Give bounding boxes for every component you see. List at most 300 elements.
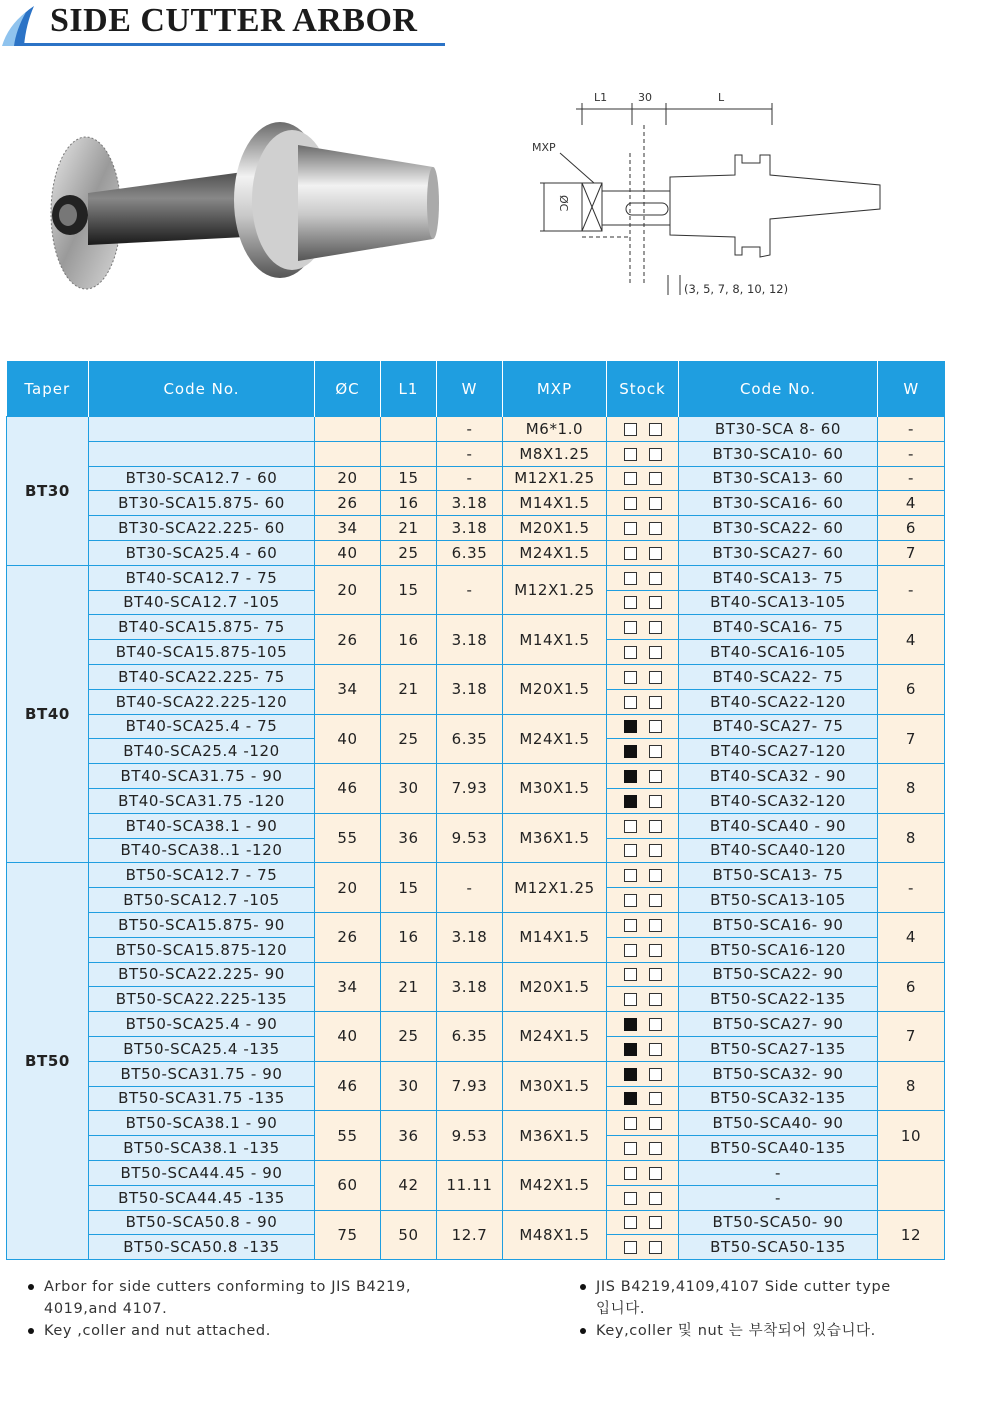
l1-cell: 36 bbox=[381, 813, 437, 863]
code2-cell: BT30-SCA10- 60 bbox=[679, 441, 878, 466]
mxp-cell: M24X1.5 bbox=[503, 714, 607, 764]
stock-checkbox[interactable] bbox=[649, 1092, 662, 1105]
w-cell: - bbox=[437, 863, 503, 913]
w-cell: 9.53 bbox=[437, 1111, 503, 1161]
l1-cell: 16 bbox=[381, 491, 437, 516]
stock-cell bbox=[607, 1036, 679, 1061]
w-cell: 3.18 bbox=[437, 615, 503, 665]
w-cell: 9.53 bbox=[437, 813, 503, 863]
w-cell: 3.18 bbox=[437, 962, 503, 1012]
w-cell: 7.93 bbox=[437, 764, 503, 814]
stock-checkbox[interactable] bbox=[649, 968, 662, 981]
stock-checkbox[interactable] bbox=[649, 596, 662, 609]
code-cell: BT50-SCA38.1 - 90 bbox=[89, 1111, 315, 1136]
stock-cell bbox=[607, 1185, 679, 1210]
stock-checkbox[interactable] bbox=[624, 423, 637, 436]
w2-cell: - bbox=[878, 441, 945, 466]
stock-cell bbox=[607, 516, 679, 541]
stock-checkbox[interactable] bbox=[649, 621, 662, 634]
stock-checkbox[interactable] bbox=[649, 993, 662, 1006]
code-cell: BT50-SCA50.8 - 90 bbox=[89, 1210, 315, 1235]
l1-cell: 25 bbox=[381, 714, 437, 764]
header-w: W bbox=[437, 361, 503, 417]
stock-checkbox[interactable] bbox=[624, 522, 637, 535]
l1-cell bbox=[381, 441, 437, 466]
stock-checkbox[interactable] bbox=[624, 919, 637, 932]
header-taper: Taper bbox=[7, 361, 89, 417]
w-cell: - bbox=[437, 417, 503, 442]
stock-cell bbox=[607, 838, 679, 863]
table-row bbox=[7, 540, 945, 565]
l1-cell: 21 bbox=[381, 664, 437, 714]
stock-checkbox[interactable] bbox=[624, 472, 637, 485]
stock-checkbox[interactable] bbox=[649, 423, 662, 436]
table-row bbox=[7, 664, 945, 689]
stock-checkbox[interactable] bbox=[649, 1018, 662, 1031]
code-cell: BT40-SCA25.4 -120 bbox=[89, 739, 315, 764]
diameter-cell: 26 bbox=[315, 912, 381, 962]
code-cell: BT40-SCA25.4 - 75 bbox=[89, 714, 315, 739]
mxp-cell: M48X1.5 bbox=[503, 1210, 607, 1260]
diameter-cell: 20 bbox=[315, 565, 381, 615]
w-cell: 6.35 bbox=[437, 714, 503, 764]
code-cell: BT40-SCA22.225- 75 bbox=[89, 664, 315, 689]
mxp-cell: M12X1.25 bbox=[503, 466, 607, 491]
l1-cell: 25 bbox=[381, 1012, 437, 1062]
stock-cell bbox=[607, 640, 679, 665]
l1-cell: 21 bbox=[381, 962, 437, 1012]
mxp-cell: M24X1.5 bbox=[503, 1012, 607, 1062]
diameter-cell: 55 bbox=[315, 813, 381, 863]
stock-checkbox[interactable] bbox=[624, 1117, 637, 1130]
code2-cell: BT50-SCA50- 90 bbox=[679, 1210, 878, 1235]
l1-cell: 16 bbox=[381, 912, 437, 962]
stock-checkbox[interactable] bbox=[624, 894, 637, 907]
stock-cell bbox=[607, 615, 679, 640]
stock-checkbox[interactable] bbox=[624, 1167, 637, 1180]
w2-cell: 10 bbox=[878, 1111, 945, 1161]
code2-cell: BT40-SCA22- 75 bbox=[679, 664, 878, 689]
code2-cell: BT30-SCA13- 60 bbox=[679, 466, 878, 491]
code2-cell: BT40-SCA16-105 bbox=[679, 640, 878, 665]
header-code-no: Code No. bbox=[89, 361, 315, 417]
table-row bbox=[7, 491, 945, 516]
stock-checkbox[interactable] bbox=[649, 1167, 662, 1180]
code-cell: BT50-SCA12.7 - 75 bbox=[89, 863, 315, 888]
code-cell: BT30-SCA12.7 - 60 bbox=[89, 466, 315, 491]
code-cell: BT40-SCA31.75 - 90 bbox=[89, 764, 315, 789]
w2-cell: 6 bbox=[878, 516, 945, 541]
w2-cell: - bbox=[878, 466, 945, 491]
stock-checkbox[interactable] bbox=[624, 1068, 637, 1081]
diameter-cell: 40 bbox=[315, 1012, 381, 1062]
stock-cell bbox=[607, 863, 679, 888]
code-cell: BT30-SCA25.4 - 60 bbox=[89, 540, 315, 565]
code2-cell: BT50-SCA40-135 bbox=[679, 1136, 878, 1161]
stock-cell bbox=[607, 764, 679, 789]
diameter-cell: 26 bbox=[315, 615, 381, 665]
stock-cell bbox=[607, 689, 679, 714]
w2-cell: - bbox=[878, 863, 945, 913]
stock-checkbox[interactable] bbox=[624, 448, 637, 461]
diameter-cell: 20 bbox=[315, 863, 381, 913]
code-cell: BT40-SCA38.1 - 90 bbox=[89, 813, 315, 838]
stock-cell bbox=[607, 1086, 679, 1111]
w2-cell: - bbox=[878, 417, 945, 442]
l1-cell: 25 bbox=[381, 540, 437, 565]
stock-checkbox[interactable] bbox=[649, 1192, 662, 1205]
stock-checkbox[interactable] bbox=[624, 770, 637, 783]
code2-cell: - bbox=[679, 1185, 878, 1210]
code-cell: BT40-SCA31.75 -120 bbox=[89, 788, 315, 813]
code2-cell: BT30-SCA22- 60 bbox=[679, 516, 878, 541]
code-cell: BT50-SCA22.225-135 bbox=[89, 987, 315, 1012]
stock-cell bbox=[607, 714, 679, 739]
w-cell: - bbox=[437, 441, 503, 466]
stock-checkbox[interactable] bbox=[624, 596, 637, 609]
diameter-cell bbox=[315, 441, 381, 466]
code2-cell: BT40-SCA16- 75 bbox=[679, 615, 878, 640]
stock-cell bbox=[607, 788, 679, 813]
code-cell: BT50-SCA50.8 -135 bbox=[89, 1235, 315, 1260]
diameter-cell: 40 bbox=[315, 540, 381, 565]
notes-english bbox=[26, 1276, 446, 1342]
stock-checkbox[interactable] bbox=[649, 646, 662, 659]
code2-cell: BT40-SCA13-105 bbox=[679, 590, 878, 615]
stock-cell bbox=[607, 739, 679, 764]
stock-checkbox[interactable] bbox=[624, 621, 637, 634]
table-row bbox=[7, 1210, 945, 1235]
diameter-cell: 34 bbox=[315, 664, 381, 714]
stock-cell bbox=[607, 1160, 679, 1185]
stock-cell bbox=[607, 565, 679, 590]
w2-cell: 4 bbox=[878, 491, 945, 516]
stock-cell bbox=[607, 540, 679, 565]
stock-checkbox[interactable] bbox=[649, 1117, 662, 1130]
l1-cell: 21 bbox=[381, 516, 437, 541]
note-item: Key,coller 및 nut 는 부착되어 있습니다. bbox=[578, 1320, 908, 1342]
code2-cell: BT30-SCA 8- 60 bbox=[679, 417, 878, 442]
code2-cell: BT40-SCA32 - 90 bbox=[679, 764, 878, 789]
taper-cell: BT30 bbox=[7, 417, 89, 566]
table-row bbox=[7, 714, 945, 739]
mxp-cell: M12X1.25 bbox=[503, 863, 607, 913]
stock-cell bbox=[607, 1111, 679, 1136]
stock-checkbox[interactable] bbox=[649, 522, 662, 535]
w-cell: - bbox=[437, 466, 503, 491]
stock-checkbox[interactable] bbox=[649, 1068, 662, 1081]
stock-checkbox[interactable] bbox=[624, 696, 637, 709]
note-item: Key ,coller and nut attached. bbox=[26, 1320, 446, 1342]
table-header-row bbox=[7, 361, 945, 417]
stock-cell bbox=[607, 1061, 679, 1086]
code2-cell: BT50-SCA22- 90 bbox=[679, 962, 878, 987]
code2-cell: BT50-SCA40- 90 bbox=[679, 1111, 878, 1136]
code-cell: BT30-SCA22.225- 60 bbox=[89, 516, 315, 541]
diameter-cell: 75 bbox=[315, 1210, 381, 1260]
code2-cell: BT50-SCA16- 90 bbox=[679, 912, 878, 937]
table-row bbox=[7, 417, 945, 442]
mxp-cell: M30X1.5 bbox=[503, 1061, 607, 1111]
code2-cell: BT50-SCA32- 90 bbox=[679, 1061, 878, 1086]
code-cell: BT40-SCA12.7 -105 bbox=[89, 590, 315, 615]
stock-checkbox[interactable] bbox=[624, 497, 637, 510]
code2-cell: BT40-SCA32-120 bbox=[679, 788, 878, 813]
stock-checkbox[interactable] bbox=[624, 844, 637, 857]
l1-cell: 30 bbox=[381, 1061, 437, 1111]
code-cell: BT40-SCA12.7 - 75 bbox=[89, 565, 315, 590]
table-row bbox=[7, 466, 945, 491]
code2-cell: BT40-SCA22-120 bbox=[679, 689, 878, 714]
diameter-cell: 20 bbox=[315, 466, 381, 491]
stock-cell bbox=[607, 813, 679, 838]
stock-checkbox[interactable] bbox=[624, 572, 637, 585]
product-photo bbox=[48, 105, 443, 320]
code-cell: BT50-SCA44.45 -135 bbox=[89, 1185, 315, 1210]
table-row bbox=[7, 1111, 945, 1136]
w2-cell: 4 bbox=[878, 615, 945, 665]
table-row bbox=[7, 912, 945, 937]
w-cell: 3.18 bbox=[437, 516, 503, 541]
stock-checkbox[interactable] bbox=[624, 795, 637, 808]
code-cell: BT50-SCA22.225- 90 bbox=[89, 962, 315, 987]
table-row bbox=[7, 1160, 945, 1185]
stock-checkbox[interactable] bbox=[649, 497, 662, 510]
stock-cell bbox=[607, 1235, 679, 1260]
mxp-cell: M20X1.5 bbox=[503, 962, 607, 1012]
mxp-cell: M6*1.0 bbox=[503, 417, 607, 442]
code-cell: BT50-SCA31.75 -135 bbox=[89, 1086, 315, 1111]
w2-cell: 8 bbox=[878, 1061, 945, 1111]
taper-cell: BT40 bbox=[7, 565, 89, 863]
table-body bbox=[7, 417, 945, 1260]
l1-cell: 50 bbox=[381, 1210, 437, 1260]
code2-cell: BT40-SCA27-120 bbox=[679, 739, 878, 764]
stock-checkbox[interactable] bbox=[649, 671, 662, 684]
header-stock: Stock bbox=[607, 361, 679, 417]
mxp-cell: M30X1.5 bbox=[503, 764, 607, 814]
dimension-drawing bbox=[520, 85, 940, 310]
stock-checkbox[interactable] bbox=[649, 745, 662, 758]
code-cell: BT40-SCA38..1 -120 bbox=[89, 838, 315, 863]
stock-cell bbox=[607, 417, 679, 442]
stock-cell bbox=[607, 491, 679, 516]
stock-checkbox[interactable] bbox=[649, 1216, 662, 1229]
code-cell: BT50-SCA15.875-120 bbox=[89, 937, 315, 962]
stock-checkbox[interactable] bbox=[624, 1092, 637, 1105]
stock-checkbox[interactable] bbox=[649, 1043, 662, 1056]
mxp-cell: M14X1.5 bbox=[503, 491, 607, 516]
w2-cell: 8 bbox=[878, 813, 945, 863]
table-row bbox=[7, 962, 945, 987]
mxp-cell: M20X1.5 bbox=[503, 516, 607, 541]
taper-cell: BT50 bbox=[7, 863, 89, 1260]
stock-cell bbox=[607, 1210, 679, 1235]
w-cell: 3.18 bbox=[437, 491, 503, 516]
diameter-cell: 34 bbox=[315, 962, 381, 1012]
stock-checkbox[interactable] bbox=[649, 696, 662, 709]
code-cell: BT40-SCA15.875- 75 bbox=[89, 615, 315, 640]
mxp-cell: M36X1.5 bbox=[503, 1111, 607, 1161]
table-row bbox=[7, 813, 945, 838]
stock-checkbox[interactable] bbox=[649, 472, 662, 485]
stock-cell bbox=[607, 937, 679, 962]
mxp-cell: M12X1.25 bbox=[503, 565, 607, 615]
stock-checkbox[interactable] bbox=[624, 1241, 637, 1254]
stock-checkbox[interactable] bbox=[624, 1192, 637, 1205]
l1-cell: 30 bbox=[381, 764, 437, 814]
stock-checkbox[interactable] bbox=[624, 547, 637, 560]
diameter-cell: 46 bbox=[315, 764, 381, 814]
stock-checkbox[interactable] bbox=[624, 646, 637, 659]
code-cell: BT50-SCA15.875- 90 bbox=[89, 912, 315, 937]
diameter-cell: 55 bbox=[315, 1111, 381, 1161]
table-row bbox=[7, 1061, 945, 1086]
diameter-cell: 46 bbox=[315, 1061, 381, 1111]
code2-cell: BT40-SCA13- 75 bbox=[679, 565, 878, 590]
stock-cell bbox=[607, 1136, 679, 1161]
stock-cell bbox=[607, 590, 679, 615]
note-item: JIS B4219,4109,4107 Side cutter type 입니다. bbox=[578, 1276, 908, 1320]
note-item: Arbor for side cutters conforming to JIS B4219, 4019,and 4107. bbox=[26, 1276, 446, 1320]
l1-cell: 42 bbox=[381, 1160, 437, 1210]
stock-checkbox[interactable] bbox=[624, 968, 637, 981]
stock-checkbox[interactable] bbox=[649, 795, 662, 808]
l1-cell bbox=[381, 417, 437, 442]
table-row bbox=[7, 764, 945, 789]
stock-cell bbox=[607, 664, 679, 689]
table-row bbox=[7, 441, 945, 466]
stock-checkbox[interactable] bbox=[624, 1142, 637, 1155]
table-row bbox=[7, 1012, 945, 1037]
stock-checkbox[interactable] bbox=[649, 820, 662, 833]
title-underline bbox=[18, 43, 445, 46]
mxp-cell: M24X1.5 bbox=[503, 540, 607, 565]
stock-checkbox[interactable] bbox=[624, 1018, 637, 1031]
stock-checkbox[interactable] bbox=[649, 572, 662, 585]
w2-cell: 7 bbox=[878, 714, 945, 764]
stock-checkbox[interactable] bbox=[649, 770, 662, 783]
stock-cell bbox=[607, 466, 679, 491]
diameter-cell: 26 bbox=[315, 491, 381, 516]
code2-cell: BT30-SCA27- 60 bbox=[679, 540, 878, 565]
code2-cell: BT50-SCA13- 75 bbox=[679, 863, 878, 888]
stock-checkbox[interactable] bbox=[624, 671, 637, 684]
mxp-cell: M14X1.5 bbox=[503, 912, 607, 962]
table-row bbox=[7, 565, 945, 590]
stock-checkbox[interactable] bbox=[649, 844, 662, 857]
w2-cell: 6 bbox=[878, 664, 945, 714]
code2-cell: BT40-SCA27- 75 bbox=[679, 714, 878, 739]
dim-30-label: 30 bbox=[638, 91, 652, 104]
table-row bbox=[7, 516, 945, 541]
code-cell: BT50-SCA25.4 -135 bbox=[89, 1036, 315, 1061]
code2-cell: BT50-SCA32-135 bbox=[679, 1086, 878, 1111]
title-block bbox=[0, 0, 445, 50]
code-cell: BT50-SCA31.75 - 90 bbox=[89, 1061, 315, 1086]
stock-cell bbox=[607, 441, 679, 466]
l1-cell: 15 bbox=[381, 565, 437, 615]
stock-checkbox[interactable] bbox=[624, 745, 637, 758]
l1-cell: 16 bbox=[381, 615, 437, 665]
w-cell: 7.93 bbox=[437, 1061, 503, 1111]
stock-checkbox[interactable] bbox=[649, 944, 662, 957]
stock-checkbox[interactable] bbox=[649, 1241, 662, 1254]
diameter-cell bbox=[315, 417, 381, 442]
code-cell: BT50-SCA38.1 -135 bbox=[89, 1136, 315, 1161]
dim-l1-label: L1 bbox=[594, 91, 608, 104]
stock-checkbox[interactable] bbox=[624, 993, 637, 1006]
stock-cell bbox=[607, 987, 679, 1012]
code-cell bbox=[89, 417, 315, 442]
header-diameter-c: ØC bbox=[315, 361, 381, 417]
code-cell: BT50-SCA44.45 - 90 bbox=[89, 1160, 315, 1185]
mxp-cell: M14X1.5 bbox=[503, 615, 607, 665]
mxp-label: MXP bbox=[532, 141, 556, 154]
table-row bbox=[7, 615, 945, 640]
w-cell: 6.35 bbox=[437, 540, 503, 565]
code2-cell: BT50-SCA16-120 bbox=[679, 937, 878, 962]
spec-table bbox=[6, 361, 945, 1260]
stock-checkbox[interactable] bbox=[649, 894, 662, 907]
stock-cell bbox=[607, 888, 679, 913]
code2-cell: BT50-SCA50-135 bbox=[679, 1235, 878, 1260]
w2-cell: 12 bbox=[878, 1210, 945, 1260]
w-cell: 3.18 bbox=[437, 912, 503, 962]
w-cell: 12.7 bbox=[437, 1210, 503, 1260]
stock-checkbox[interactable] bbox=[624, 1043, 637, 1056]
stock-checkbox[interactable] bbox=[624, 869, 637, 882]
code-cell: BT30-SCA15.875- 60 bbox=[89, 491, 315, 516]
w2-cell: 4 bbox=[878, 912, 945, 962]
l1-cell: 15 bbox=[381, 863, 437, 913]
stock-checkbox[interactable] bbox=[624, 720, 637, 733]
w2-cell: 6 bbox=[878, 962, 945, 1012]
stock-checkbox[interactable] bbox=[624, 820, 637, 833]
header-mxp: MXP bbox=[503, 361, 607, 417]
w-cell: 6.35 bbox=[437, 1012, 503, 1062]
code2-cell: BT30-SCA16- 60 bbox=[679, 491, 878, 516]
code2-cell: BT50-SCA22-135 bbox=[679, 987, 878, 1012]
stock-checkbox[interactable] bbox=[649, 919, 662, 932]
stock-checkbox[interactable] bbox=[649, 448, 662, 461]
code2-cell: BT40-SCA40 - 90 bbox=[679, 813, 878, 838]
stock-cell bbox=[607, 962, 679, 987]
stock-checkbox[interactable] bbox=[649, 1142, 662, 1155]
stock-checkbox[interactable] bbox=[624, 1216, 637, 1229]
mxp-cell: M36X1.5 bbox=[503, 813, 607, 863]
code2-cell: BT50-SCA27-135 bbox=[679, 1036, 878, 1061]
table-row bbox=[7, 863, 945, 888]
notes-korean bbox=[578, 1276, 908, 1342]
code2-cell: BT40-SCA40-120 bbox=[679, 838, 878, 863]
dim-l-label: L bbox=[718, 91, 725, 104]
code2-cell: - bbox=[679, 1160, 878, 1185]
stock-checkbox[interactable] bbox=[649, 547, 662, 560]
w-cell: 3.18 bbox=[437, 664, 503, 714]
code-cell bbox=[89, 441, 315, 466]
stock-cell bbox=[607, 1012, 679, 1037]
mxp-cell: M42X1.5 bbox=[503, 1160, 607, 1210]
diameter-cell: 40 bbox=[315, 714, 381, 764]
w2-cell: 7 bbox=[878, 1012, 945, 1062]
w2-cell bbox=[878, 1160, 945, 1210]
stock-checkbox[interactable] bbox=[649, 720, 662, 733]
stock-checkbox[interactable] bbox=[624, 944, 637, 957]
code-cell: BT40-SCA22.225-120 bbox=[89, 689, 315, 714]
stock-checkbox[interactable] bbox=[649, 869, 662, 882]
l1-cell: 15 bbox=[381, 466, 437, 491]
